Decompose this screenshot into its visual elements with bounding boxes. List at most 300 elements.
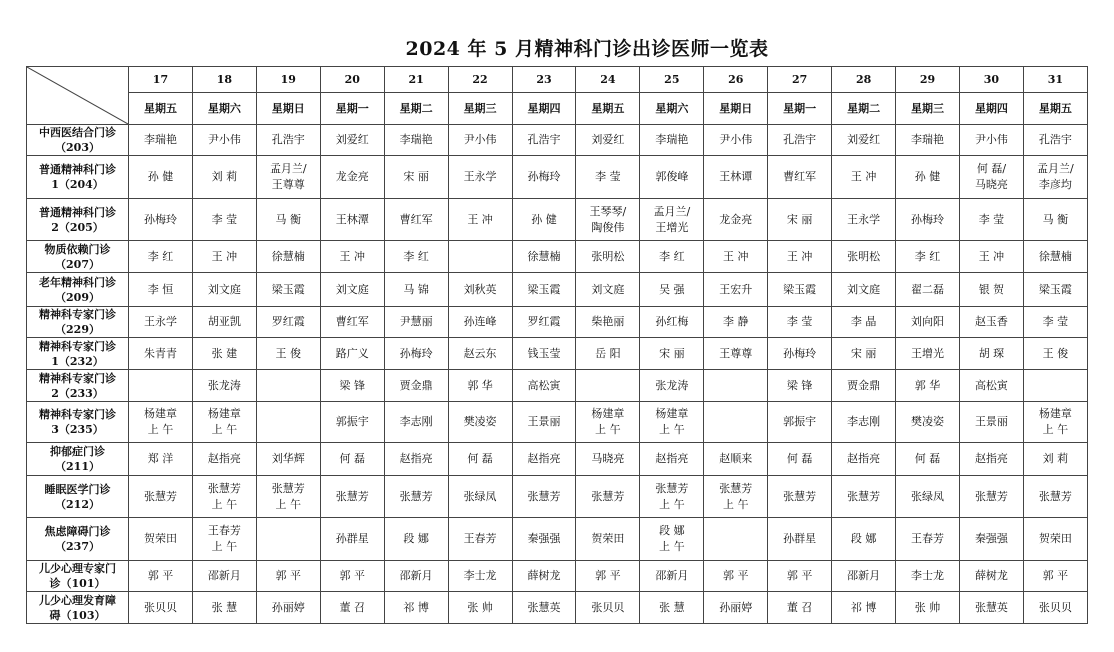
doctor-cell [1023,199,1087,241]
doctor-name: 王 冲 [211,249,238,263]
doctor-cell [448,443,512,476]
doctor-cell [704,592,768,624]
doctor-cell [768,307,832,338]
doctor-cell [959,125,1023,156]
doctor-name: 段 娜 [403,532,429,545]
doctor-cell [512,241,576,273]
department-label-line: 精神科专家门诊 [39,408,116,421]
doctor-name: 吴 强 [659,282,685,296]
doctor-cell [896,370,960,402]
doctor-name: 张慧芳 [143,489,177,503]
department-label-line: 焦虑障碍门诊 [44,525,111,538]
doctor-name: 张 帅 [914,600,941,614]
doctor-name: 张慧芳 [655,481,689,495]
doctor-cell [129,307,193,338]
doctor-name: 赵顺来 [719,452,753,465]
doctor-cell [768,156,832,199]
doctor-cell [640,443,704,476]
doctor-name: 马晓亮 [591,452,625,465]
doctor-cell [129,273,193,307]
doctor-name: 赵指亮 [527,452,561,465]
department-label-line: 1（204） [51,178,104,191]
doctor-cell [192,518,256,561]
date-header: 23 [512,67,576,93]
doctor-cell [640,199,704,241]
doctor-name: 孟月兰/ [269,162,307,175]
doctor-cell [320,125,384,156]
doctor-cell [896,443,960,476]
table-row [27,156,1088,199]
doctor-cell [256,241,320,273]
doctor-cell [1023,476,1087,518]
doctor-cell [832,443,896,476]
doctor-cell [896,199,960,241]
doctor-cell [1023,518,1087,561]
doctor-cell [768,338,832,370]
doctor-name: 贺荣田 [1038,532,1072,545]
doctor-name: 张 帅 [467,600,493,614]
date-header: 22 [448,67,512,93]
department-label [27,156,129,199]
department-label [27,199,129,241]
doctor-cell [384,476,448,518]
doctor-name: 李志刚 [399,415,433,428]
doctor-name: 王宏升 [719,282,753,296]
doctor-cell [768,273,832,307]
doctor-cell [256,370,320,402]
department-label-line: （209） [55,290,100,304]
doctor-cell [320,273,384,307]
doctor-name: 宋 丽 [403,170,429,183]
doctor-name: 上 午 [211,497,238,511]
doctor-cell [320,592,384,624]
doctor-cell [1023,402,1087,443]
doctor-cell [129,443,193,476]
doctor-name: 孔浩宇 [1038,133,1072,146]
doctor-name: 邵新月 [207,569,241,582]
doctor-name: 胡亚凯 [207,315,241,328]
doctor-cell [448,199,512,241]
doctor-name: 张慧芳 [399,489,433,503]
schedule-table [26,66,1088,624]
doctor-name: 上 午 [1042,423,1069,436]
doctor-cell [384,592,448,624]
doctor-name: 李 莹 [978,212,1005,226]
doctor-name: 孙 健 [147,170,174,183]
doctor-name: 董 召 [339,600,365,614]
doctor-name: 马 衡 [1042,212,1069,226]
doctor-name: 杨建章 [143,407,177,420]
doctor-cell [640,476,704,518]
doctor-cell [704,402,768,443]
doctor-name: 杨建章 [207,407,241,420]
doctor-cell [576,199,640,241]
doctor-name: 邵新月 [847,569,881,582]
doctor-name: 刘文庭 [335,282,369,296]
doctor-cell [320,443,384,476]
doctor-cell [959,561,1023,592]
doctor-name: 薛树龙 [974,569,1008,582]
doctor-cell [576,156,640,199]
doctor-name: 张龙涛 [207,378,241,392]
doctor-name: 段 娜 [850,532,877,545]
doctor-cell [768,592,832,624]
date-header: 21 [384,67,448,93]
doctor-name: 梁玉霞 [783,282,817,296]
doctor-name: 王琴琴/ [589,204,627,218]
doctor-cell [129,518,193,561]
doctor-name: 尹小伟 [207,133,241,146]
doctor-name: 秦强强 [527,532,561,545]
doctor-name: 贺荣田 [143,532,177,545]
doctor-cell [1023,592,1087,624]
doctor-name: 梁玉霞 [527,282,561,296]
doctor-name: 王 俊 [275,346,302,360]
doctor-name: 王 冲 [978,249,1005,263]
doctor-cell [320,199,384,241]
doctor-name: 曹红军 [335,315,369,328]
doctor-cell [448,156,512,199]
doctor-name: 上 午 [659,540,685,553]
doctor-cell [832,518,896,561]
table-row [27,338,1088,370]
doctor-name: 杨建章 [655,407,689,420]
doctor-cell [320,370,384,402]
department-label [27,561,129,592]
doctor-name: 徐慧楠 [1038,249,1072,263]
weekday-header: 星期六 [192,93,256,125]
doctor-name: 李士龙 [463,569,497,582]
doctor-cell [448,307,512,338]
doctor-name: 王 冲 [339,249,365,263]
doctor-name: 何 磊 [914,452,941,465]
doctor-name: 上 午 [659,497,685,511]
department-label-line: （212） [55,497,100,511]
doctor-name: 高松寅 [527,378,561,392]
doctor-cell [448,273,512,307]
doctor-name: 王 冲 [467,212,493,226]
doctor-name: 赵指亮 [974,452,1008,465]
doctor-name: 刘爱红 [335,133,369,146]
doctor-cell [576,518,640,561]
doctor-name: 王林谭 [719,170,753,183]
department-label-line: 抑郁症门诊 [50,445,105,458]
doctor-cell [896,125,960,156]
doctor-name: 郭 平 [786,569,813,582]
date-header: 31 [1023,67,1087,93]
doctor-name: 贾金鼎 [399,378,433,392]
doctor-name: 孔浩宇 [527,133,561,146]
doctor-cell [832,199,896,241]
doctor-name: 李 莹 [1042,315,1069,328]
date-header: 27 [768,67,832,93]
date-header: 17 [129,67,193,93]
doctor-name: 岳 阳 [595,346,621,360]
doctor-name: 邵新月 [655,569,689,582]
doctor-name: 樊凌姿 [911,415,945,428]
doctor-cell [896,241,960,273]
doctor-name: 张慧芳 [847,489,881,503]
doctor-cell [384,273,448,307]
doctor-cell [256,338,320,370]
doctor-name: 孔浩宇 [271,133,305,146]
doctor-name: 张慧芳 [783,489,817,503]
doctor-name: 李 红 [403,249,429,263]
doctor-name: 祁 博 [850,600,877,614]
doctor-cell [320,307,384,338]
doctor-name: 张 慧 [659,600,685,614]
doctor-cell [192,125,256,156]
doctor-cell [704,476,768,518]
doctor-name: 李 红 [659,249,685,263]
doctor-cell [832,125,896,156]
table-row [27,241,1088,273]
doctor-name: 马晓亮 [974,178,1008,191]
doctor-cell [448,518,512,561]
doctor-cell [512,307,576,338]
doctor-name: 钱玉莹 [527,346,561,360]
doctor-name: 李 静 [723,315,749,328]
corner-diagonal-cell [27,67,129,125]
doctor-name: 孔浩宇 [783,133,817,146]
doctor-name: 王永学 [463,170,497,183]
doctor-cell [896,338,960,370]
doctor-name: 龙金亮 [719,212,753,226]
weekday-header: 星期四 [512,93,576,125]
doctor-cell [129,370,193,402]
table-row [27,125,1088,156]
table-row [27,476,1088,518]
doctor-name: 刘爱红 [847,133,881,146]
date-header: 28 [832,67,896,93]
doctor-name: 贺荣田 [591,532,625,545]
doctor-cell [320,338,384,370]
doctor-name: 尹小伟 [463,133,497,146]
doctor-cell [576,125,640,156]
date-header: 18 [192,67,256,93]
department-label-line: 老年精神科门诊 [39,275,116,289]
doctor-cell [192,443,256,476]
doctor-cell [192,476,256,518]
doctor-cell [256,125,320,156]
diagonal-line-icon [27,67,128,124]
doctor-name: 孙 健 [531,212,557,226]
doctor-name: 王 俊 [1042,346,1069,360]
doctor-name: 张慧芳 [271,481,305,495]
weekday-header: 星期五 [1023,93,1087,125]
doctor-cell [1023,307,1087,338]
doctor-cell [256,199,320,241]
doctor-name: 郭 平 [339,569,365,582]
weekday-header: 星期一 [320,93,384,125]
doctor-name: 罗红霞 [527,315,561,328]
doctor-name: 柴艳丽 [591,315,625,328]
doctor-cell [832,307,896,338]
doctor-name: 王春芳 [463,532,497,545]
doctor-cell [959,518,1023,561]
doctor-cell [640,402,704,443]
doctor-name: 张绿凤 [463,489,497,503]
doctor-cell [384,518,448,561]
doctor-cell [129,476,193,518]
doctor-name: 段 娜 [659,524,685,537]
department-label-line: 中西医结合门诊 [39,126,116,139]
doctor-name: 尹慧丽 [399,315,433,328]
doctor-cell [192,307,256,338]
doctor-name: 曹红军 [783,170,817,183]
doctor-cell [768,402,832,443]
department-label-line: 2（233） [51,386,104,400]
doctor-name: 孙连峰 [463,315,497,328]
doctor-name: 祁 博 [403,600,429,614]
doctor-cell [704,518,768,561]
doctor-cell [768,443,832,476]
doctor-name: 徐慧楠 [271,249,305,263]
doctor-name: 孙丽婷 [271,600,305,614]
doctor-name: 尹小伟 [974,133,1008,146]
doctor-name: 李 晶 [850,315,877,328]
doctor-name: 贾金鼎 [847,378,881,392]
department-label-line: 2（205） [51,220,104,234]
doctor-cell [959,476,1023,518]
department-label-line: 精神科专家门诊 [39,339,116,353]
doctor-cell [129,199,193,241]
doctor-cell [192,156,256,199]
doctor-name: 郭 平 [723,569,749,582]
department-label [27,125,129,156]
doctor-name: 马 衡 [275,212,302,226]
doctor-name: 孙梅玲 [143,212,177,226]
doctor-name: 樊凌姿 [463,415,497,428]
doctor-name: 杨建章 [1038,407,1072,420]
doctor-cell [448,476,512,518]
doctor-name: 刘爱红 [591,133,625,146]
doctor-cell [959,199,1023,241]
doctor-cell [256,443,320,476]
doctor-name: 高松寅 [974,378,1008,392]
doctor-cell [1023,273,1087,307]
doctor-name: 李瑞艳 [399,133,433,146]
doctor-name: 郭 华 [914,378,941,392]
doctor-cell [704,241,768,273]
doctor-cell [640,273,704,307]
doctor-cell [448,125,512,156]
doctor-name: 张慧芳 [1038,489,1072,503]
date-header: 29 [896,67,960,93]
doctor-name: 翟二磊 [911,282,945,296]
doctor-name: 赵指亮 [655,452,689,465]
doctor-cell [448,561,512,592]
doctor-cell [448,402,512,443]
doctor-cell [320,241,384,273]
doctor-cell [129,125,193,156]
doctor-name: 上 午 [659,423,685,436]
doctor-cell [384,402,448,443]
doctor-cell [959,370,1023,402]
doctor-name: 张 建 [211,346,238,360]
doctor-cell [512,476,576,518]
doctor-cell [320,476,384,518]
doctor-name: 秦强强 [974,532,1008,545]
doctor-cell [576,592,640,624]
date-header: 26 [704,67,768,93]
department-label [27,592,129,624]
doctor-name: 徐慧楠 [527,249,561,263]
doctor-cell [640,370,704,402]
doctor-cell [384,156,448,199]
date-header: 25 [640,67,704,93]
doctor-name: 赵指亮 [399,452,433,465]
doctor-cell [576,443,640,476]
doctor-cell [959,156,1023,199]
doctor-cell [320,156,384,199]
doctor-cell [1023,156,1087,199]
doctor-cell [256,592,320,624]
doctor-name: 王 冲 [723,249,749,263]
department-label [27,476,129,518]
doctor-cell [512,518,576,561]
doctor-name: 董 召 [786,600,813,614]
doctor-cell [959,241,1023,273]
doctor-cell [320,402,384,443]
weekday-header: 星期二 [832,93,896,125]
doctor-cell [640,338,704,370]
doctor-cell [384,370,448,402]
doctor-cell [896,402,960,443]
department-label-line: （229） [55,323,100,336]
doctor-name: 王景丽 [527,415,561,428]
table-row [27,592,1088,624]
doctor-name: 何 磊 [339,452,365,465]
doctor-cell [320,561,384,592]
doctor-name: 刘 莉 [1042,452,1069,465]
doctor-cell [896,156,960,199]
date-header: 30 [959,67,1023,93]
doctor-name: 邵新月 [399,569,433,582]
doctor-name: 李彦均 [1038,178,1072,191]
doctor-name: 朱青青 [143,346,177,360]
doctor-cell [768,241,832,273]
doctor-name: 张贝贝 [143,600,177,614]
doctor-cell [512,443,576,476]
doctor-name: 宋 丽 [786,212,813,226]
doctor-cell [640,561,704,592]
department-label-line: （237） [55,540,100,553]
doctor-cell [896,476,960,518]
doctor-name: 薛树龙 [527,569,561,582]
weekday-header: 星期三 [896,93,960,125]
doctor-cell [1023,561,1087,592]
doctor-name: 赵玉香 [974,315,1008,328]
table-row [27,307,1088,338]
doctor-cell [512,338,576,370]
doctor-name: 孙红梅 [655,315,689,328]
doctor-name: 张慧英 [527,600,561,614]
doctor-cell [448,338,512,370]
doctor-cell [959,443,1023,476]
doctor-name: 刘向阳 [911,315,945,328]
doctor-cell [832,156,896,199]
doctor-name: 王 冲 [850,170,877,183]
doctor-cell [512,592,576,624]
doctor-cell [896,273,960,307]
doctor-cell [704,199,768,241]
department-label [27,402,129,443]
doctor-cell [384,125,448,156]
department-label-line: 诊（101） [49,577,106,590]
doctor-name: 上 午 [723,497,749,511]
doctor-name: 曹红军 [399,212,433,226]
